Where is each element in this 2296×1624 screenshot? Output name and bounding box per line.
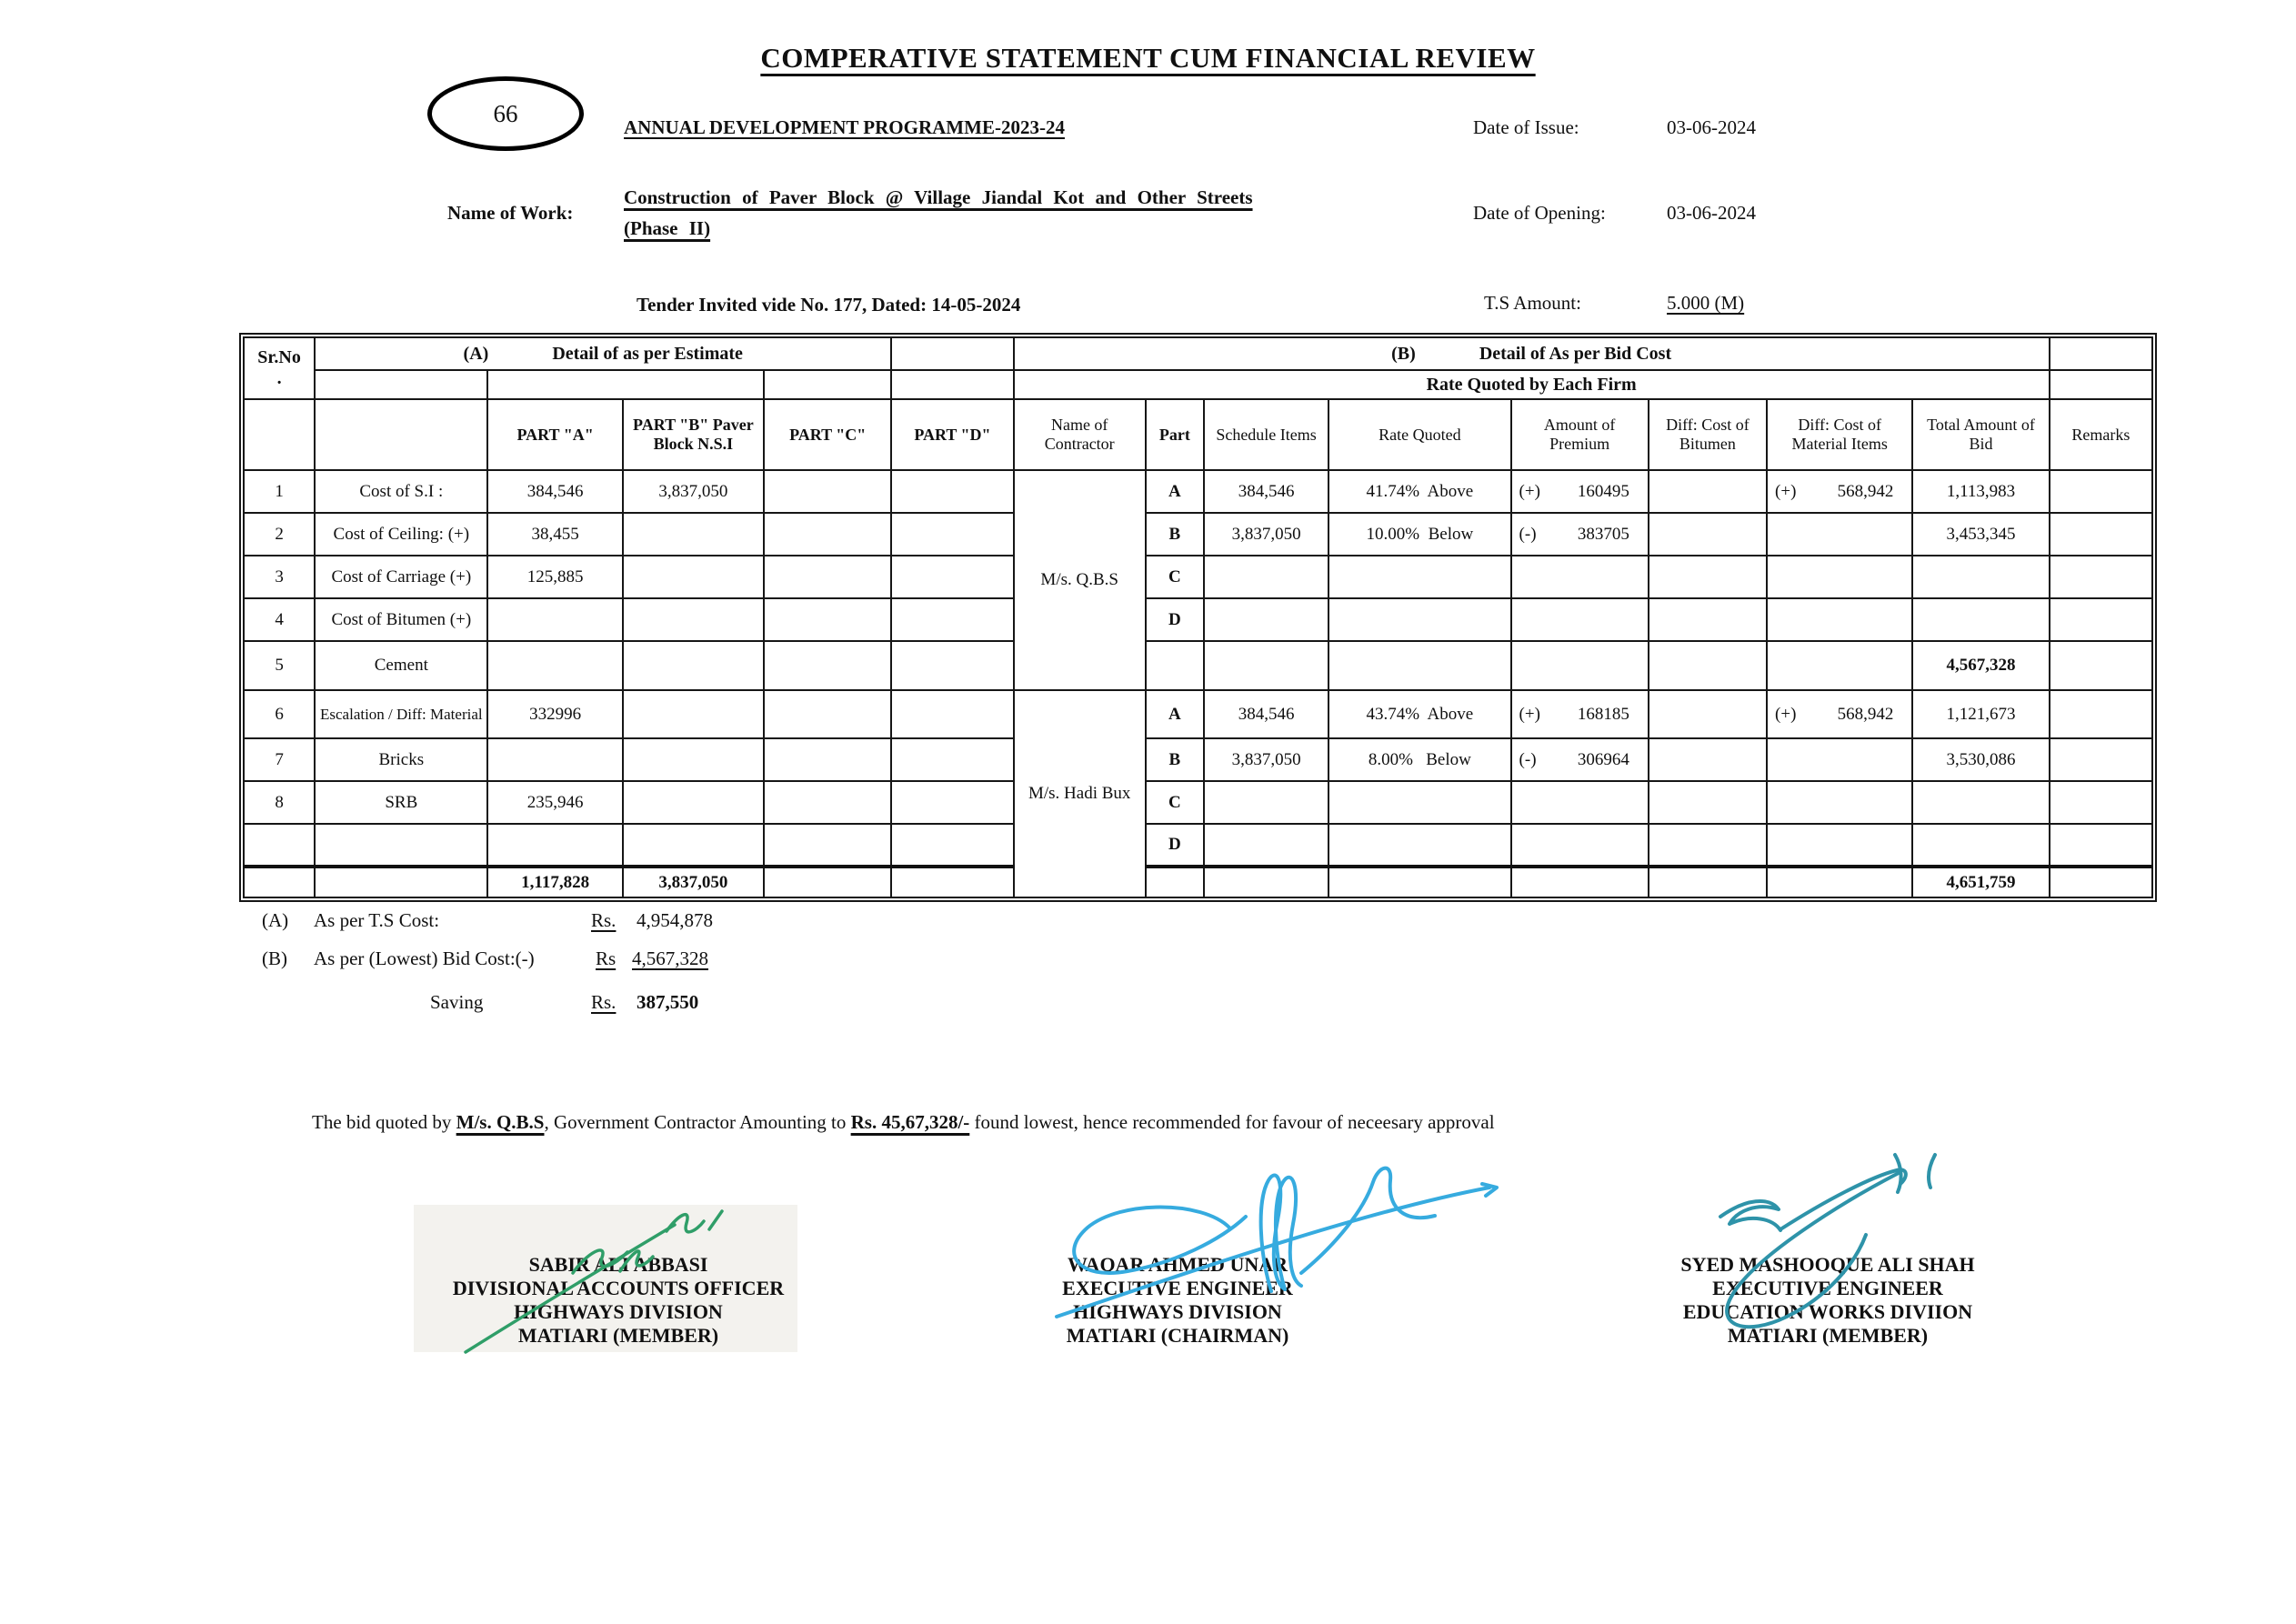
- signatory-division: HIGHWAYS DIVISION: [514, 1300, 723, 1323]
- bid-part-cell: B: [1146, 513, 1204, 556]
- section-b-tag: (B): [1391, 343, 1416, 364]
- summary-a-value: 4,954,878: [637, 909, 713, 931]
- part-d-cell: [891, 641, 1013, 690]
- rate-quoted-cell: [1328, 556, 1510, 598]
- col-part-d: PART "D": [891, 399, 1013, 470]
- schedule-cell: [1204, 781, 1328, 824]
- rate-quoted-cell: [1328, 598, 1510, 641]
- schedule-cell: [1204, 641, 1328, 690]
- part-b-cell: [623, 824, 764, 867]
- remarks-cell: [2050, 738, 2152, 781]
- spacer-cell: [315, 399, 487, 470]
- part-c-cell: [764, 867, 891, 897]
- rate-quoted-cell: [1328, 641, 1510, 690]
- part-a-cell: 332996: [487, 690, 622, 738]
- summary-b-tag: (B): [262, 947, 287, 969]
- date-of-issue-label: Date of Issue:: [1473, 116, 1579, 138]
- contractor-cell: M/s. Q.B.S: [1014, 470, 1146, 690]
- part-d-cell: [891, 738, 1013, 781]
- value: 306964: [1577, 749, 1629, 769]
- remarks-cell: [2050, 598, 2152, 641]
- bitumen-cell: [1649, 641, 1767, 690]
- bitumen-cell: [1649, 513, 1767, 556]
- bitumen-cell: [1649, 867, 1767, 897]
- rate-quoted-cell: 43.74% Above: [1328, 690, 1510, 738]
- signatory-role: MATIARI (MEMBER): [1727, 1324, 1929, 1347]
- section-a-tag: (A): [463, 343, 489, 364]
- date-of-opening-value: 03-06-2024: [1667, 202, 1756, 224]
- remarks-cell: [2050, 470, 2152, 513]
- sign: (+): [1775, 481, 1797, 501]
- saving-value: 387,550: [637, 991, 699, 1013]
- premium-cell: [1511, 598, 1649, 641]
- signatory-division: HIGHWAYS DIVISION: [1073, 1300, 1282, 1323]
- comparative-table-frame: [239, 333, 2157, 902]
- bidder-subtotal-cell: 4,567,328: [1912, 641, 2049, 690]
- total-bid-cell: [1912, 598, 2049, 641]
- ts-amount-value: 5.000 (M): [1667, 292, 1745, 314]
- table-row: [244, 556, 2152, 598]
- sr-cell: 1: [244, 470, 315, 513]
- part-b-cell: [623, 556, 764, 598]
- bid-part-cell: D: [1146, 598, 1204, 641]
- part-d-cell: [891, 470, 1013, 513]
- contractor-cell: M/s. Hadi Bux: [1014, 690, 1146, 897]
- ts-amount-label: T.S Amount:: [1484, 292, 1581, 314]
- table-row: [244, 470, 2152, 513]
- part-c-cell: [764, 641, 891, 690]
- rate-quoted-cell: 8.00% Below: [1328, 738, 1510, 781]
- spacer-cell: [891, 370, 1013, 399]
- desc-cell: Cement: [315, 641, 487, 690]
- col-bitumen: Diff: Cost of Bitumen: [1649, 399, 1767, 470]
- sign: (-): [1519, 749, 1537, 769]
- part-a-cell: [487, 824, 622, 867]
- part-a-cell: 384,546: [487, 470, 622, 513]
- bid-part-cell: [1146, 641, 1204, 690]
- signatory-name: SABIR ALI ABBASI: [528, 1253, 708, 1276]
- recommendation-pre: The bid quoted by: [312, 1111, 456, 1133]
- col-premium: Amount of Premium: [1511, 399, 1649, 470]
- signatory-name: WAQAR AHMED UNAR: [1068, 1253, 1288, 1276]
- comparative-table: [243, 336, 2153, 898]
- value: 568,942: [1837, 704, 1894, 724]
- table-row: [244, 781, 2152, 824]
- rate-quoted-cell: 41.74% Above: [1328, 470, 1510, 513]
- signatory-designation: EXECUTIVE ENGINEER: [1712, 1277, 1943, 1299]
- part-b-total-cell: 3,837,050: [623, 867, 764, 897]
- part-d-cell: [891, 598, 1013, 641]
- part-d-cell: [891, 867, 1013, 897]
- schedule-cell: [1204, 598, 1328, 641]
- col-contractor: Name of Contractor: [1014, 399, 1146, 470]
- total-bid-cell: [1912, 781, 2049, 824]
- programme-heading: ANNUAL DEVELOPMENT PROGRAMME-2023-24: [624, 116, 1065, 138]
- premium-cell: [1511, 781, 1649, 824]
- bitumen-cell: [1649, 824, 1767, 867]
- recommendation-amount: Rs. 45,67,328/-: [850, 1111, 970, 1133]
- spacer-cell: [315, 370, 487, 399]
- part-c-cell: [764, 513, 891, 556]
- value: 568,942: [1837, 481, 1894, 501]
- part-a-cell: [487, 641, 622, 690]
- total-bid-cell: 1,121,673: [1912, 690, 2049, 738]
- col-material: Diff: Cost of Material Items: [1767, 399, 1912, 470]
- material-cell: [1767, 556, 1912, 598]
- part-b-cell: [623, 690, 764, 738]
- premium-cell: [1511, 738, 1649, 781]
- schedule-cell: [1204, 867, 1328, 897]
- work-line-1: Construction of Paver Block @ Village Jiandal Kot and Other Streets: [624, 186, 1253, 208]
- bid-part-cell: A: [1146, 470, 1204, 513]
- spacer-cell: [244, 399, 315, 470]
- premium-cell: [1511, 556, 1649, 598]
- document-title: COMPERATIVE STATEMENT CUM FINANCIAL REVIEW: [760, 42, 1536, 74]
- table-header-row-1: [244, 337, 2152, 370]
- value: 383705: [1577, 524, 1629, 544]
- section-b-header-cell: [1014, 337, 2050, 370]
- sr-cell: 5: [244, 641, 315, 690]
- total-bid-cell: [1912, 824, 2049, 867]
- premium-cell: [1511, 641, 1649, 690]
- spacer-cell: [764, 370, 891, 399]
- spacer-cell: [487, 370, 764, 399]
- col-schedule: Schedule Items: [1204, 399, 1328, 470]
- schedule-cell: [1204, 556, 1328, 598]
- col-part-c: PART "C": [764, 399, 891, 470]
- table-row: [244, 513, 2152, 556]
- summary-b-value: 4,567,328: [632, 947, 708, 969]
- col-rate: Rate Quoted: [1328, 399, 1510, 470]
- desc-cell: Escalation / Diff: Material: [315, 690, 487, 738]
- rate-quoted-cell: [1328, 824, 1510, 867]
- material-cell: [1767, 690, 1912, 738]
- part-b-cell: [623, 641, 764, 690]
- summary-a-text: As per T.S Cost:: [314, 909, 440, 931]
- work-line-2: (Phase II): [624, 217, 711, 239]
- part-a-cell: [487, 738, 622, 781]
- desc-cell: Bricks: [315, 738, 487, 781]
- sign: (-): [1519, 524, 1537, 544]
- section-b-title: Detail of As per Bid Cost: [1479, 343, 1672, 364]
- part-c-cell: [764, 556, 891, 598]
- material-cell: [1767, 598, 1912, 641]
- tender-invited-line: Tender Invited vide No. 177, Dated: 14-05-2024: [637, 294, 1021, 316]
- bitumen-cell: [1649, 470, 1767, 513]
- bitumen-cell: [1649, 598, 1767, 641]
- desc-cell: Cost of S.I :: [315, 470, 487, 513]
- sr-cell: 2: [244, 513, 315, 556]
- col-remarks: Remarks: [2050, 399, 2152, 470]
- section-a-title: Detail of as per Estimate: [552, 343, 743, 364]
- part-a-cell: 235,946: [487, 781, 622, 824]
- sr-cell: 7: [244, 738, 315, 781]
- srno-dot: .: [276, 368, 282, 388]
- page-number: 66: [493, 99, 518, 127]
- bid-part-cell: [1146, 867, 1204, 897]
- desc-cell: Cost of Carriage (+): [315, 556, 487, 598]
- signatory-designation: DIVISIONAL ACCOUNTS OFFICER: [452, 1277, 785, 1299]
- signatory-block: [414, 1253, 823, 1348]
- bid-part-cell: B: [1146, 738, 1204, 781]
- desc-cell: SRB: [315, 781, 487, 824]
- desc-cell: [315, 867, 487, 897]
- signatory-designation: EXECUTIVE ENGINEER: [1062, 1277, 1293, 1299]
- recommendation-firm: M/s. Q.B.S: [456, 1111, 545, 1133]
- part-a-cell: [487, 598, 622, 641]
- value: 168185: [1577, 704, 1629, 724]
- bitumen-cell: [1649, 781, 1767, 824]
- desc-cell: Cost of Ceiling: (+): [315, 513, 487, 556]
- signatory-block: [982, 1253, 1373, 1348]
- page-number-circle: [427, 76, 584, 151]
- summary-b-rs: Rs: [596, 947, 617, 969]
- value: 160495: [1577, 481, 1629, 501]
- part-d-cell: [891, 690, 1013, 738]
- col-part-b: PART "B" Paver Block N.S.I: [623, 399, 764, 470]
- bitumen-cell: [1649, 556, 1767, 598]
- table-row: [244, 641, 2152, 690]
- schedule-cell: 3,837,050: [1204, 513, 1328, 556]
- sr-cell: 4: [244, 598, 315, 641]
- premium-cell: [1511, 513, 1649, 556]
- material-cell: [1767, 738, 1912, 781]
- table-row: [244, 598, 2152, 641]
- part-b-cell: [623, 513, 764, 556]
- saving-rs: Rs.: [591, 991, 617, 1013]
- total-bid-cell: 3,453,345: [1912, 513, 2049, 556]
- part-d-cell: [891, 824, 1013, 867]
- part-b-cell: [623, 598, 764, 641]
- table-header-row-2: [244, 370, 2152, 399]
- desc-cell: Cost of Bitumen (+): [315, 598, 487, 641]
- part-c-cell: [764, 738, 891, 781]
- sr-cell: 8: [244, 781, 315, 824]
- part-b-cell: [623, 738, 764, 781]
- section-a-header-cell: [315, 337, 891, 370]
- remarks-cell: [2050, 781, 2152, 824]
- recommendation-mid: , Government Contractor Amounting to: [544, 1111, 851, 1133]
- col-part: Part: [1146, 399, 1204, 470]
- recommendation-line: [312, 1111, 1767, 1134]
- signatory-name: SYED MASHOOQUE ALI SHAH: [1680, 1253, 1975, 1276]
- sign: (+): [1775, 704, 1797, 724]
- part-c-cell: [764, 470, 891, 513]
- srno-label: Sr.No: [257, 347, 301, 367]
- spacer-cell: [891, 337, 1013, 370]
- material-cell: [1767, 513, 1912, 556]
- remarks-cell: [2050, 556, 2152, 598]
- total-bid-cell: [1912, 556, 2049, 598]
- name-of-work-value: [624, 182, 1342, 244]
- signatory-division: EDUCATION WORKS DIVIION: [1682, 1300, 1973, 1323]
- desc-cell: [315, 824, 487, 867]
- table-row: [244, 824, 2152, 867]
- schedule-cell: [1204, 824, 1328, 867]
- rate-quoted-cell: [1328, 867, 1510, 897]
- remarks-cell: [2050, 690, 2152, 738]
- bitumen-cell: [1649, 738, 1767, 781]
- rate-quoted-cell: [1328, 781, 1510, 824]
- part-b-cell: 3,837,050: [623, 470, 764, 513]
- total-bid-cell: 1,113,983: [1912, 470, 2049, 513]
- schedule-cell: 3,837,050: [1204, 738, 1328, 781]
- spacer-cell: [2050, 337, 2152, 370]
- signatory-role: MATIARI (MEMBER): [517, 1324, 719, 1347]
- schedule-cell: 384,546: [1204, 470, 1328, 513]
- premium-cell: [1511, 690, 1649, 738]
- spacer-cell: [2050, 370, 2152, 399]
- recommendation-post: found lowest, hence recommended for favour of neceesary approval: [969, 1111, 1495, 1133]
- sr-cell: [244, 867, 315, 897]
- schedule-cell: 384,546: [1204, 690, 1328, 738]
- bitumen-cell: [1649, 690, 1767, 738]
- table-totals-row: [244, 867, 2152, 897]
- material-cell: [1767, 470, 1912, 513]
- table-column-header-row: [244, 399, 2152, 470]
- remarks-cell: [2050, 641, 2152, 690]
- material-cell: [1767, 641, 1912, 690]
- name-of-work-label: Name of Work:: [447, 202, 574, 224]
- date-of-opening-label: Date of Opening:: [1473, 202, 1606, 224]
- bid-part-cell: A: [1146, 690, 1204, 738]
- signatory-block: [1628, 1253, 2028, 1348]
- sr-cell: 6: [244, 690, 315, 738]
- col-part-a: PART "A": [487, 399, 622, 470]
- premium-cell: [1511, 867, 1649, 897]
- sign: (+): [1519, 704, 1540, 724]
- bid-part-cell: D: [1146, 824, 1204, 867]
- material-cell: [1767, 824, 1912, 867]
- premium-cell: [1511, 824, 1649, 867]
- srno-header-cell: [244, 337, 315, 399]
- sr-cell: 3: [244, 556, 315, 598]
- summary-a-rs: Rs.: [591, 909, 617, 931]
- bid-part-cell: C: [1146, 781, 1204, 824]
- part-d-cell: [891, 781, 1013, 824]
- material-cell: [1767, 781, 1912, 824]
- sign: (+): [1519, 481, 1540, 501]
- part-a-cell: 38,455: [487, 513, 622, 556]
- part-c-cell: [764, 690, 891, 738]
- part-a-total-cell: 1,117,828: [487, 867, 622, 897]
- col-total: Total Amount of Bid: [1912, 399, 2049, 470]
- rate-quoted-cell: 10.00% Below: [1328, 513, 1510, 556]
- part-a-cell: 125,885: [487, 556, 622, 598]
- table-row: [244, 738, 2152, 781]
- bid-part-cell: C: [1146, 556, 1204, 598]
- part-c-cell: [764, 781, 891, 824]
- remarks-cell: [2050, 867, 2152, 897]
- remarks-cell: [2050, 824, 2152, 867]
- part-d-cell: [891, 513, 1013, 556]
- part-b-cell: [623, 781, 764, 824]
- saving-label: Saving: [430, 991, 484, 1013]
- rate-quoted-banner-cell: Rate Quoted by Each Firm: [1014, 370, 2050, 399]
- material-cell: [1767, 867, 1912, 897]
- bidder-subtotal-cell: 4,651,759: [1912, 867, 2049, 897]
- remarks-cell: [2050, 513, 2152, 556]
- summary-a-tag: (A): [262, 909, 289, 931]
- premium-cell: [1511, 470, 1649, 513]
- part-c-cell: [764, 824, 891, 867]
- sr-cell: [244, 824, 315, 867]
- part-c-cell: [764, 598, 891, 641]
- signatory-role: MATIARI (CHAIRMAN): [1066, 1324, 1289, 1347]
- summary-b-text: As per (Lowest) Bid Cost:(-): [314, 947, 535, 969]
- part-d-cell: [891, 556, 1013, 598]
- total-bid-cell: 3,530,086: [1912, 738, 2049, 781]
- table-row: [244, 690, 2152, 738]
- date-of-issue-value: 03-06-2024: [1667, 116, 1756, 138]
